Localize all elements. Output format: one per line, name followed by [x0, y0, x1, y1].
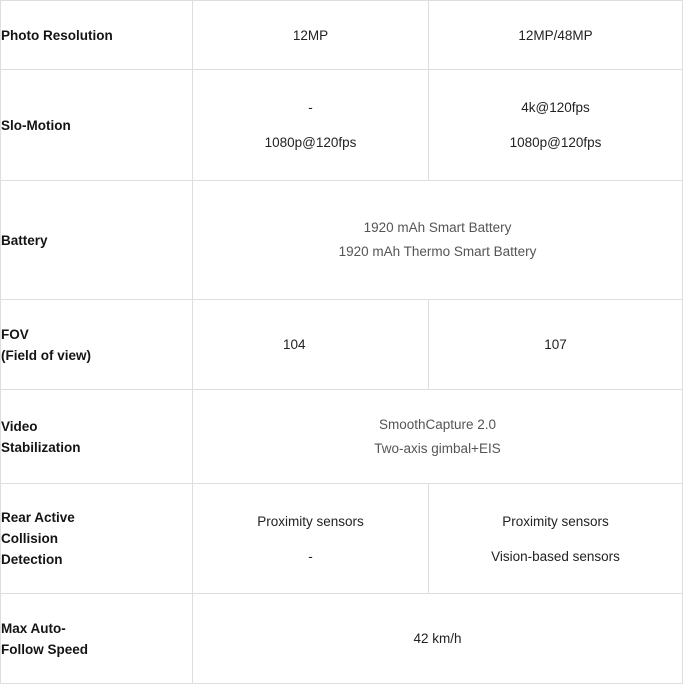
- row-photo-resolution: [1, 1, 683, 70]
- row-video-stabilization: [1, 390, 683, 484]
- row-rear-collision-detection: [1, 484, 683, 594]
- row-label: Rear Active Collision Detection: [1, 484, 193, 594]
- left-value: Proximity sensors -: [193, 484, 429, 594]
- row-label: Max Auto- Follow Speed: [1, 594, 193, 684]
- left-value: - 1080p@120fps: [193, 70, 429, 181]
- right-value: Proximity sensors Vision-based sensors: [429, 484, 683, 594]
- right-value: 4k@120fps 1080p@120fps: [429, 70, 683, 181]
- row-label: Video Stabilization: [1, 390, 193, 484]
- right-value: 12MP/48MP: [429, 1, 683, 70]
- row-max-auto-follow-speed: [1, 594, 683, 684]
- left-value: 12MP: [193, 1, 429, 70]
- left-value: 104: [193, 300, 429, 390]
- merged-value: SmoothCapture 2.0 Two-axis gimbal+EIS: [193, 390, 683, 484]
- merged-value: 1920 mAh Smart Battery 1920 mAh Thermo Smart Battery: [193, 181, 683, 300]
- right-value: 107: [429, 300, 683, 390]
- row-label: Slo-Motion: [1, 70, 193, 181]
- row-slo-motion: [1, 70, 683, 181]
- row-label: Battery: [1, 181, 193, 300]
- row-battery: [1, 181, 683, 300]
- row-fov: [1, 300, 683, 390]
- merged-value: 42 km/h: [193, 594, 683, 684]
- row-label: FOV (Field of view): [1, 300, 193, 390]
- row-label: Photo Resolution: [1, 1, 193, 70]
